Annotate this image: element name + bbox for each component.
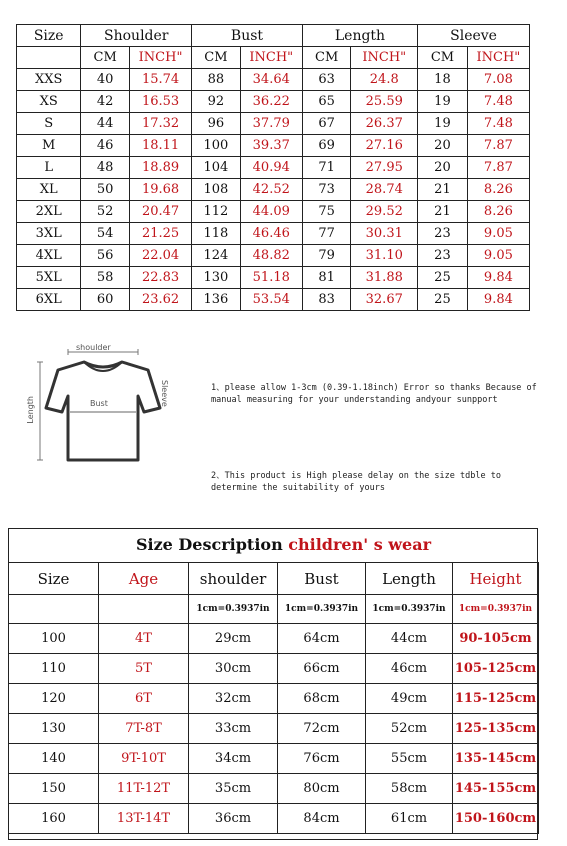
kids-shoulder-cell: 33cm <box>189 714 278 744</box>
adult-inch-cell: 48.82 <box>240 245 302 267</box>
kids-length-cell: 49cm <box>366 684 453 714</box>
adult-cm-cell: 65 <box>302 91 351 113</box>
adult-inch-cell: 17.32 <box>129 113 191 135</box>
adult-inch-cell: 46.46 <box>240 223 302 245</box>
kids-bust-cell: 80cm <box>278 774 366 804</box>
table-row <box>9 714 539 744</box>
kids-age-cell: 7T-8T <box>99 714 189 744</box>
kids-age-cell: 4T <box>99 624 189 654</box>
kids-header-size: Size <box>9 563 99 595</box>
adult-size-cell: XS <box>17 91 81 113</box>
table-row <box>17 245 530 267</box>
adult-cm-cell: 73 <box>302 179 351 201</box>
table-row <box>17 201 530 223</box>
adult-inch-cell: 9.84 <box>467 289 529 311</box>
table-row <box>17 267 530 289</box>
adult-inch-cell: 23.62 <box>129 289 191 311</box>
adult-inch-cell: 28.74 <box>351 179 418 201</box>
adult-inch-cell: 22.83 <box>129 267 191 289</box>
adult-header-size: Size <box>17 25 81 47</box>
adult-inch-cell: 7.48 <box>467 113 529 135</box>
kids-height-cell: 105-125cm <box>453 654 539 684</box>
adult-inch-cell: 51.18 <box>240 267 302 289</box>
adult-cm-cell: 23 <box>418 245 468 267</box>
table-row <box>17 289 530 311</box>
adult-inch-cell: 27.16 <box>351 135 418 157</box>
adult-unit-inch: INCH" <box>351 47 418 69</box>
kids-length-cell: 58cm <box>366 774 453 804</box>
table-row <box>9 654 539 684</box>
table-row <box>17 157 530 179</box>
kids-shoulder-cell: 35cm <box>189 774 278 804</box>
adult-cm-cell: 44 <box>81 113 130 135</box>
adult-inch-cell: 7.87 <box>467 135 529 157</box>
kids-height-cell: 135-145cm <box>453 744 539 774</box>
adult-inch-cell: 9.84 <box>467 267 529 289</box>
kids-shoulder-cell: 32cm <box>189 684 278 714</box>
adult-inch-cell: 25.59 <box>351 91 418 113</box>
diagram-sleeve-label: Sleeve <box>160 380 169 407</box>
kids-unit-row <box>9 595 539 624</box>
kids-title-black: Size Description <box>135 535 289 554</box>
adult-inch-cell: 8.26 <box>467 179 529 201</box>
kids-height-cell: 145-155cm <box>453 774 539 804</box>
adult-cm-cell: 112 <box>192 201 241 223</box>
adult-inch-cell: 37.79 <box>240 113 302 135</box>
adult-size-cell: M <box>17 135 81 157</box>
adult-cm-cell: 50 <box>81 179 130 201</box>
adult-size-cell: 5XL <box>17 267 81 289</box>
kids-header-bust: Bust <box>278 563 366 595</box>
kids-shoulder-cell: 30cm <box>189 654 278 684</box>
adult-inch-cell: 36.22 <box>240 91 302 113</box>
adult-inch-cell: 40.94 <box>240 157 302 179</box>
adult-cm-cell: 60 <box>81 289 130 311</box>
adult-header-length: Length <box>302 25 417 47</box>
adult-cm-cell: 63 <box>302 69 351 91</box>
adult-size-cell: 6XL <box>17 289 81 311</box>
adult-cm-cell: 71 <box>302 157 351 179</box>
adult-size-cell: XXS <box>17 69 81 91</box>
adult-cm-cell: 40 <box>81 69 130 91</box>
kids-size-cell: 160 <box>9 804 99 834</box>
adult-inch-cell: 9.05 <box>467 245 529 267</box>
adult-unit-inch: INCH" <box>467 47 529 69</box>
adult-header-shoulder: Shoulder <box>81 25 192 47</box>
adult-cm-cell: 18 <box>418 69 468 91</box>
adult-cm-cell: 19 <box>418 113 468 135</box>
adult-cm-cell: 81 <box>302 267 351 289</box>
adult-cm-cell: 100 <box>192 135 241 157</box>
kids-height-cell: 115-125cm <box>453 684 539 714</box>
adult-unit-cm: CM <box>192 47 241 69</box>
adult-inch-cell: 27.95 <box>351 157 418 179</box>
adult-table-body <box>17 69 530 311</box>
kids-unit-blank <box>9 595 99 624</box>
adult-size-cell: L <box>17 157 81 179</box>
kids-title-red: children' s wear <box>288 535 432 554</box>
adult-inch-cell: 19.68 <box>129 179 191 201</box>
kids-bust-cell: 68cm <box>278 684 366 714</box>
kids-age-cell: 13T-14T <box>99 804 189 834</box>
adult-inch-cell: 32.67 <box>351 289 418 311</box>
adult-inch-cell: 26.37 <box>351 113 418 135</box>
diagram-bust-label: Bust <box>90 399 108 408</box>
kids-age-cell: 9T-10T <box>99 744 189 774</box>
adult-inch-cell: 7.87 <box>467 157 529 179</box>
adult-unit-inch: INCH" <box>240 47 302 69</box>
kids-unit-blank <box>99 595 189 624</box>
kids-size-cell: 120 <box>9 684 99 714</box>
diagram-shoulder-label: shoulder <box>76 343 111 352</box>
adult-cm-cell: 25 <box>418 289 468 311</box>
adult-cm-cell: 136 <box>192 289 241 311</box>
table-row <box>17 223 530 245</box>
adult-cm-cell: 69 <box>302 135 351 157</box>
adult-inch-cell: 7.48 <box>467 91 529 113</box>
note-size-check: 2、This product is High please delay on the size tdble to determine the suitability of yours <box>211 471 501 493</box>
adult-cm-cell: 58 <box>81 267 130 289</box>
diagram-length-label: Length <box>26 396 35 424</box>
adult-cm-cell: 56 <box>81 245 130 267</box>
kids-header-age: Age <box>99 563 189 595</box>
kids-table-body <box>9 624 539 834</box>
adult-cm-cell: 96 <box>192 113 241 135</box>
table-row <box>9 744 539 774</box>
note-measurement-error: 1、please allow 1-3cm (0.39-1.18inch) Error so thanks Because of manual measuring for your understanding andyour sunpport <box>211 383 537 405</box>
adult-size-table <box>16 24 530 311</box>
table-row <box>9 624 539 654</box>
kids-shoulder-cell: 34cm <box>189 744 278 774</box>
adult-cm-cell: 42 <box>81 91 130 113</box>
adult-inch-cell: 53.54 <box>240 289 302 311</box>
adult-inch-cell: 44.09 <box>240 201 302 223</box>
adult-cm-cell: 118 <box>192 223 241 245</box>
kids-size-cell: 110 <box>9 654 99 684</box>
adult-inch-cell: 20.47 <box>129 201 191 223</box>
kids-size-cell: 130 <box>9 714 99 744</box>
kids-size-cell: 100 <box>9 624 99 654</box>
adult-header-bust: Bust <box>192 25 303 47</box>
adult-cm-cell: 20 <box>418 135 468 157</box>
adult-unit-blank <box>17 47 81 69</box>
table-row <box>17 113 530 135</box>
adult-inch-cell: 29.52 <box>351 201 418 223</box>
adult-size-cell: S <box>17 113 81 135</box>
adult-header-sleeve: Sleeve <box>418 25 530 47</box>
kids-size-cell: 150 <box>9 774 99 804</box>
kids-table-title <box>0 530 567 560</box>
kids-age-cell: 11T-12T <box>99 774 189 804</box>
adult-inch-cell: 31.88 <box>351 267 418 289</box>
adult-inch-cell: 8.26 <box>467 201 529 223</box>
kids-length-cell: 55cm <box>366 744 453 774</box>
table-row <box>17 69 530 91</box>
adult-inch-cell: 16.53 <box>129 91 191 113</box>
adult-cm-cell: 88 <box>192 69 241 91</box>
adult-inch-cell: 18.89 <box>129 157 191 179</box>
kids-header-height: Height <box>453 563 539 595</box>
adult-cm-cell: 77 <box>302 223 351 245</box>
adult-unit-cm: CM <box>81 47 130 69</box>
kids-unit-conversion: 1cm=0.3937in <box>189 595 278 624</box>
adult-cm-cell: 20 <box>418 157 468 179</box>
adult-inch-cell: 15.74 <box>129 69 191 91</box>
kids-size-cell: 140 <box>9 744 99 774</box>
adult-cm-cell: 19 <box>418 91 468 113</box>
adult-inch-cell: 30.31 <box>351 223 418 245</box>
adult-size-cell: 4XL <box>17 245 81 267</box>
table-row <box>17 179 530 201</box>
adult-cm-cell: 23 <box>418 223 468 245</box>
adult-cm-cell: 52 <box>81 201 130 223</box>
adult-cm-cell: 130 <box>192 267 241 289</box>
adult-cm-cell: 75 <box>302 201 351 223</box>
kids-height-cell: 90-105cm <box>453 624 539 654</box>
kids-unit-conversion: 1cm=0.3937in <box>366 595 453 624</box>
kids-header-length: Length <box>366 563 453 595</box>
adult-inch-cell: 18.11 <box>129 135 191 157</box>
adult-cm-cell: 46 <box>81 135 130 157</box>
adult-cm-cell: 25 <box>418 267 468 289</box>
kids-header-row <box>9 563 539 595</box>
kids-bust-cell: 66cm <box>278 654 366 684</box>
kids-shoulder-cell: 29cm <box>189 624 278 654</box>
adult-cm-cell: 124 <box>192 245 241 267</box>
adult-cm-cell: 92 <box>192 91 241 113</box>
adult-cm-cell: 21 <box>418 179 468 201</box>
adult-cm-cell: 67 <box>302 113 351 135</box>
kids-height-cell: 150-160cm <box>453 804 539 834</box>
kids-unit-conversion: 1cm=0.3937in <box>278 595 366 624</box>
adult-unit-row <box>17 47 530 69</box>
kids-unit-conversion: 1cm=0.3937in <box>453 595 539 624</box>
table-row <box>9 804 539 834</box>
adult-size-cell: 2XL <box>17 201 81 223</box>
adult-inch-cell: 34.64 <box>240 69 302 91</box>
adult-cm-cell: 83 <box>302 289 351 311</box>
kids-bust-cell: 64cm <box>278 624 366 654</box>
adult-inch-cell: 7.08 <box>467 69 529 91</box>
adult-cm-cell: 108 <box>192 179 241 201</box>
adult-size-cell: 3XL <box>17 223 81 245</box>
table-row <box>17 135 530 157</box>
adult-cm-cell: 48 <box>81 157 130 179</box>
kids-height-cell: 125-135cm <box>453 714 539 744</box>
adult-inch-cell: 39.37 <box>240 135 302 157</box>
adult-inch-cell: 31.10 <box>351 245 418 267</box>
table-row <box>17 91 530 113</box>
kids-size-table <box>8 562 539 834</box>
kids-bust-cell: 84cm <box>278 804 366 834</box>
adult-inch-cell: 42.52 <box>240 179 302 201</box>
kids-shoulder-cell: 36cm <box>189 804 278 834</box>
table-row <box>9 684 539 714</box>
kids-age-cell: 6T <box>99 684 189 714</box>
adult-cm-cell: 54 <box>81 223 130 245</box>
adult-inch-cell: 21.25 <box>129 223 191 245</box>
adult-unit-cm: CM <box>418 47 468 69</box>
adult-inch-cell: 22.04 <box>129 245 191 267</box>
kids-length-cell: 46cm <box>366 654 453 684</box>
table-row <box>9 774 539 804</box>
kids-bust-cell: 76cm <box>278 744 366 774</box>
adult-cm-cell: 21 <box>418 201 468 223</box>
kids-length-cell: 52cm <box>366 714 453 744</box>
kids-length-cell: 44cm <box>366 624 453 654</box>
tshirt-measurement-diagram <box>26 340 186 470</box>
adult-unit-cm: CM <box>302 47 351 69</box>
kids-bust-cell: 72cm <box>278 714 366 744</box>
kids-age-cell: 5T <box>99 654 189 684</box>
adult-size-cell: XL <box>17 179 81 201</box>
adult-group-header-row <box>17 25 530 47</box>
kids-header-shoulder: shoulder <box>189 563 278 595</box>
adult-unit-inch: INCH" <box>129 47 191 69</box>
adult-cm-cell: 104 <box>192 157 241 179</box>
adult-cm-cell: 79 <box>302 245 351 267</box>
adult-inch-cell: 24.8 <box>351 69 418 91</box>
adult-inch-cell: 9.05 <box>467 223 529 245</box>
kids-length-cell: 61cm <box>366 804 453 834</box>
